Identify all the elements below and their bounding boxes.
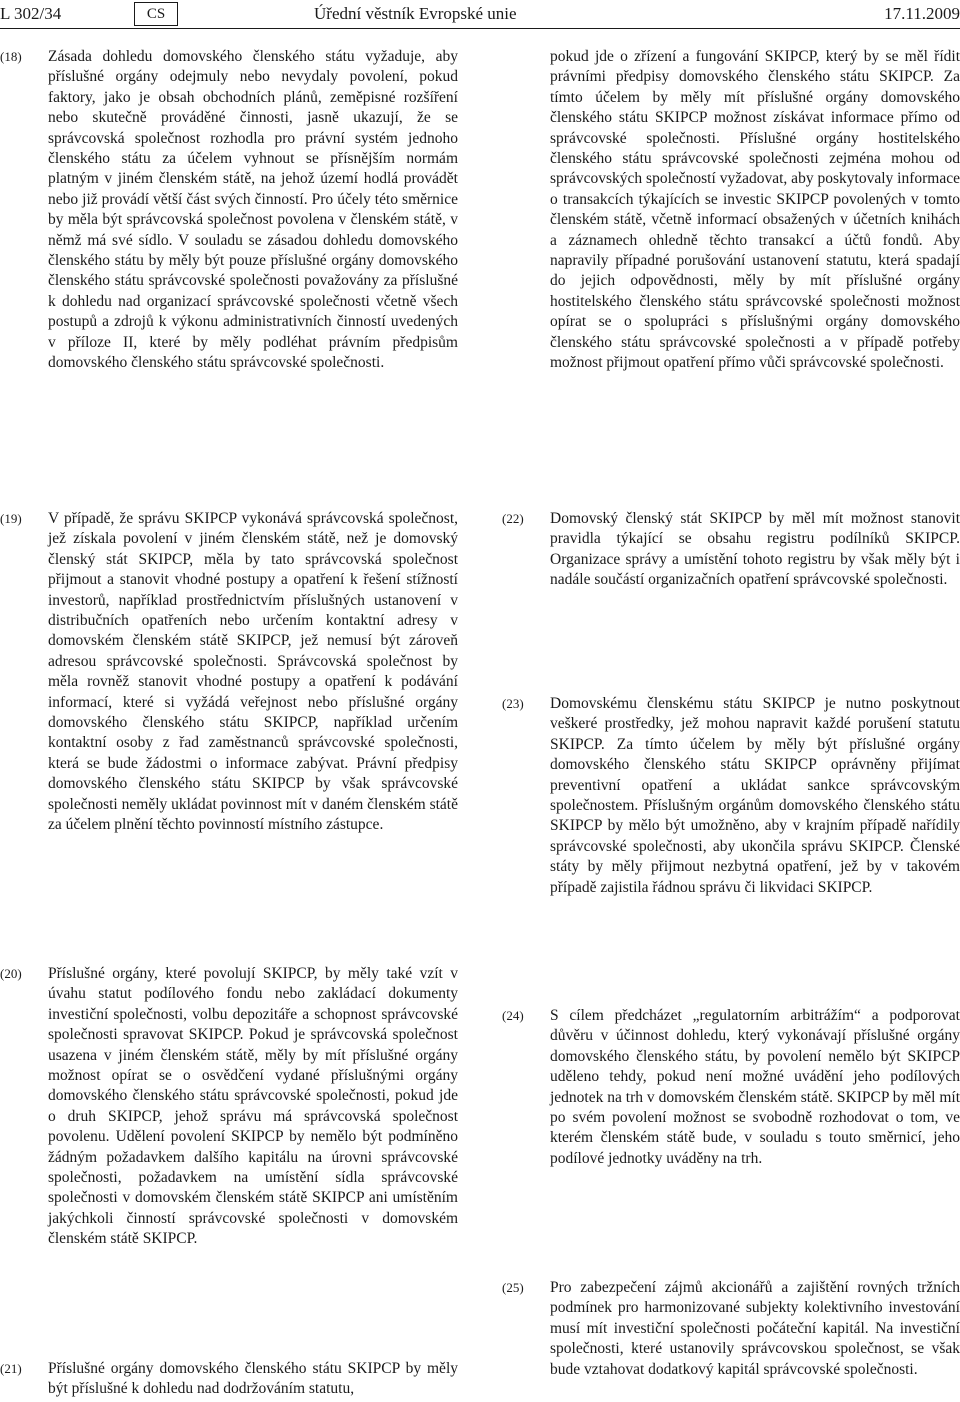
recital-number: (23)	[502, 696, 524, 711]
recital-number: (22)	[502, 511, 524, 526]
publication-date: 17.11.2009	[884, 4, 960, 23]
language-code-box: CS	[134, 2, 178, 26]
header-rule	[0, 28, 960, 29]
recital-18-continuation: pokud jde o zřízení a fungování SKIPCP, který by se měl řídit právními předpisy domovského členského státu SKIPCP. Za tímto účelem by měly mít příslušné orgány domovského členského státu SKIPCP možnost získávat informace přímo od správcovské společnosti. Příslušné orgány hostitelského členského státu správcovské společnosti zejména mohou od správcovských společností vyžadovat, aby poskytovaly informace o transakcích týkajících se investic SKIPCP povolených v tomto členském státě, včetně informací obsažených v účetních knihách a záznamech ohledně těchto transakcí a účtů fondů. Aby napravily případné porušování ustanovení statutu, která spadají do jejich odpovědnosti, měly by mít příslušné orgány hostitelského členského státu správcovské společnosti možnost opírat se o spolupráci s příslušnými orgány domovského členského státu správcovské společnosti a v případě potřeby možnost přijmout opatření přímo vůči správcovské společnosti.	[550, 48, 960, 372]
page-header	[0, 0, 960, 30]
recital-text: V případě, že správu SKIPCP vykonává správcovská společnost, jež získala povolení v jiném členském státě, než je domovský členský stát SKIPCP, měla by tato správcovská společnost přijmout a stanovit vhodné postupy a opatření k řešení stížností investorů, například prostřednictvím příslušných ustanovení v distribučních opatřeních nebo určením kontaktní adresy v domovském členském státě SKIPCP, jež nemusí být zároveň adresou správcovské společnosti. Správcovská společnost by měla rovněž stanovit vhodné postupy a opatření k podávání informací, které si vyžádá veřejnost nebo příslušné orgány domovského členského státu SKIPCP, například určením kontaktní osoby z řad zaměstnanců správcovské společnosti, která se bude žádostmi o informace zabývat. Právní předpisy domovského členského státu SKIPCP by však správcovské společnosti neměly ukládat povinnost mít v daném členském státě za účelem plnění těchto povinností místního zástupce.	[48, 510, 458, 834]
recital-text: S cílem předcházet „regulatorním arbitrážím“ a podporovat důvěru v účinnost dohledu, který vykonávají příslušné orgány domovského členského státu, by povolení nemělo být SKIPCP uděleno tehdy, pokud není možné uvádění jeho podílových jednotek na trh v domovském členském státě. SKIPCP by měl mít po svém povolení možnost se svobodně rozhodovat o tom, ve kterém členském státě bude, v souladu s touto směrnicí, jeho podílové jednotky uváděny na trh.	[550, 1007, 960, 1167]
recital-number: (24)	[502, 1008, 524, 1023]
journal-title: Úřední věstník Evropské unie	[314, 4, 517, 23]
recital-text: Domovský členský stát SKIPCP by měl mít možnost stanovit pravidla týkající se obsahu registru podílníků SKIPCP. Organizace správy a umístění tohoto registru by však měly být i nadále součástí organizačních opatření správcovské společnosti.	[550, 510, 960, 589]
recital-number: (18)	[0, 49, 22, 64]
recital-text: Příslušné orgány domovského členského státu SKIPCP by měly být příslušné k dohledu nad dodržováním statutu,	[48, 1360, 458, 1398]
recital-number: (25)	[502, 1280, 524, 1295]
recital-number: (21)	[0, 1361, 22, 1376]
recital-number: (19)	[0, 511, 22, 526]
recital-text: Domovskému členskému státu SKIPCP je nutno poskytnout veškeré prostředky, jež mohou napravit každé porušení statutu SKIPCP. Za tímto účelem by měly být příslušné orgány domovského členského státu SKIPCP oprávněny přijímat preventivní opatření a ukládat sankce správcovským společnostem. Příslušným orgánům domovského členského státu SKIPCP by mělo být umožněno, aby v krajním případě nařídily správcovské společnosti, aby ukončila správu SKIPCP. Členské státy by měly přijmout nezbytná opatření, jež by v takovém případě zajistila řádnou správu či likvidaci SKIPCP.	[550, 695, 960, 896]
recital-text: Příslušné orgány, které povolují SKIPCP, by měly také vzít v úvahu statut podílového fondu nebo zakládací dokumenty investiční společnosti, volbu depozitáře a schopnost správcovské společnosti spravovat SKIPCP. Pokud je správcovská společnost usazena v jiném členském státě, měly by mít příslušné orgány možnost opírat se o osvědčení vydané příslušnými orgány domovského členského státu správcovské společnosti, pokud jde o druh SKIPCP, jehož správu má správcovská společnost povolenu. Udělení povolení SKIPCP by nemělo být podmíněno žádným požadavkem dalšího kapitálu na úrovni správcovské společnosti, požadavkem na umístění sídla správcovské společnosti v domovském členském státě SKIPCP ani umístěním jakýchkoli činností správcovské společnosti v domovském členském státě SKIPCP.	[48, 965, 458, 1248]
recital-text: Zásada dohledu domovského členského státu vyžaduje, aby příslušné orgány odejmuly nebo nevydaly povolení, pokud faktory, jako je obsah obchodních plánů, zeměpisné rozšíření nebo skutečně prováděné činnosti, jasně ukazují, že se správcovská společnost rozhodla pro právní systém jednoho členského státu za účelem vyhnout se přísnějším normám platným v jiném členském státě, na jehož území hodlá provádět nebo již provádí větší část svých činností. Pro účely této směrnice by měla být správcovská společnost povolena v členském státě, v němž má své sídlo. V souladu se zásadou dohledu domovského členského státu by měly být pouze příslušné orgány domovského členského státu správcovské společnosti považovány za příslušné k dohledu nad organizací správcovské společnosti včetně všech postupů a zdrojů k výkonu administrativních činností uvedených v příloze II, které by měly podléhat právním předpisům domovského členského státu správcovské společnosti.	[48, 48, 458, 372]
recital-text: Pro zabezpečení zájmů akcionářů a zajištění rovných tržních podmínek pro harmonizované subjekty kolektivního investování musí mít investiční společnosti počáteční kapitál. Na investiční společnosti, které ustanovily správcovskou společnost, se však bude vztahovat dodatkový kapitál správcovské společnosti.	[550, 1279, 960, 1378]
page-reference: L 302/34	[0, 4, 62, 23]
recital-number: (20)	[0, 966, 22, 981]
